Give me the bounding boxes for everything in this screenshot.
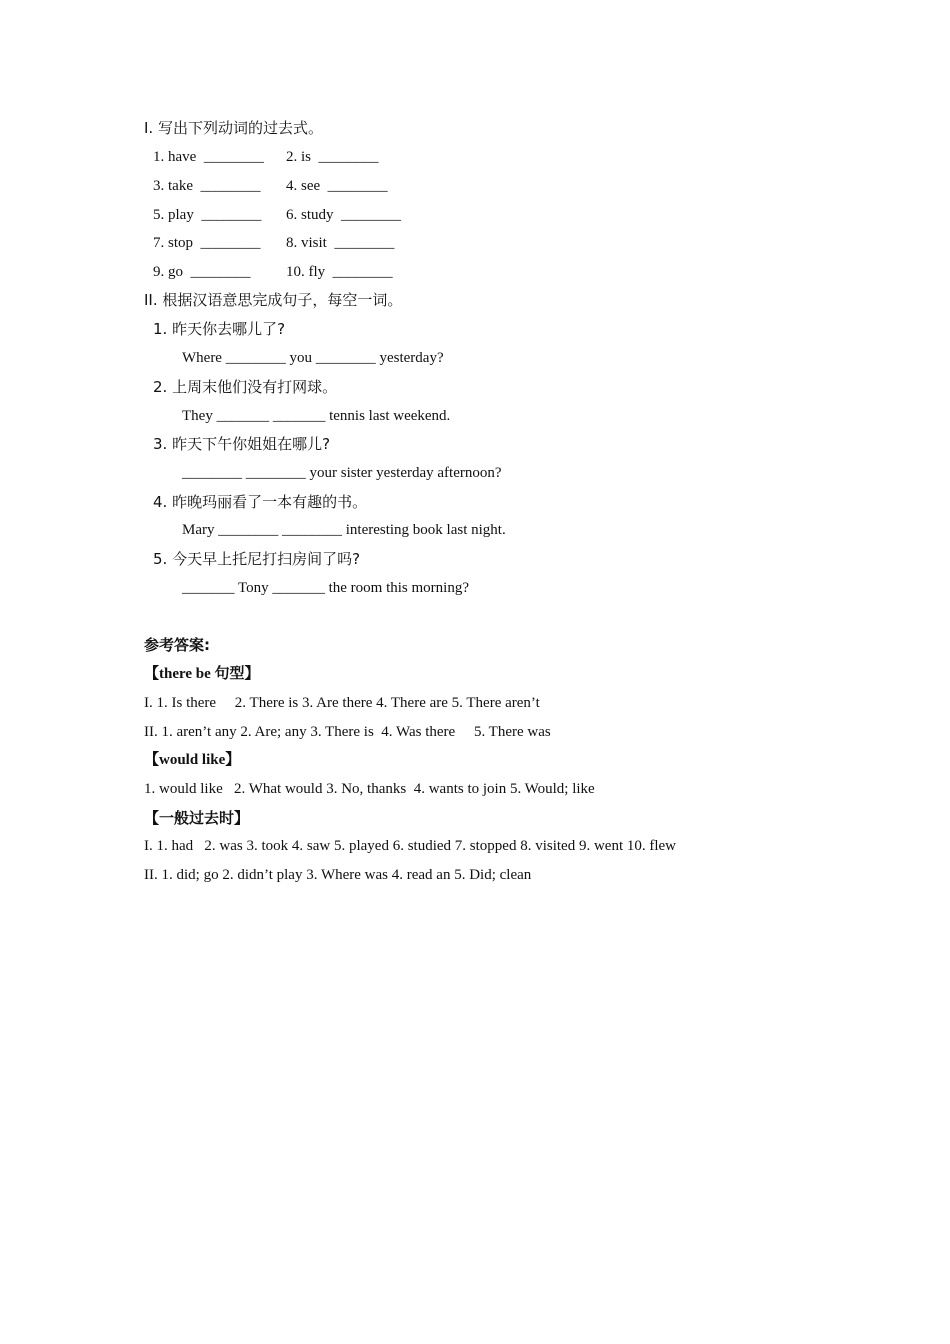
sentence-prompt: 3. 昨天下午你姐姐在哪儿?: [153, 435, 331, 453]
answer-line: I. 1. Is there 2. There is 3. Are there 4. There are 5. There aren’t: [144, 695, 540, 711]
section2-heading: II. 根据汉语意思完成句子，每空一词。: [144, 291, 403, 309]
sentence-blank: _______ Tony _______ the room this morning?: [182, 580, 469, 596]
verb-item: 7. stop ________: [153, 235, 261, 251]
verb-item: 4. see ________: [286, 178, 388, 194]
verb-item: 6. study ________: [286, 207, 402, 223]
verb-item: 5. play ________: [153, 207, 262, 223]
verb-item: 3. take ________: [153, 178, 261, 194]
verb-item: 10. fly ________: [286, 264, 393, 280]
verb-item: 1. have ________: [153, 149, 264, 165]
sentence-blank: ________ ________ your sister yesterday afternoon?: [182, 465, 502, 481]
sentence-prompt: 5. 今天早上托尼打扫房间了吗?: [153, 550, 361, 568]
sentence-prompt: 4. 昨晚玛丽看了一本有趣的书。: [153, 493, 368, 511]
verb-item: 9. go ________: [153, 264, 251, 280]
sentence-blank: Where ________ you ________ yesterday?: [182, 350, 444, 366]
sentence-prompt: 2. 上周末他们没有打网球。: [153, 378, 338, 396]
sentence-blank: Mary ________ ________ interesting book last night.: [182, 522, 506, 538]
answer-line: II. 1. aren’t any 2. Are; any 3. There is 4. Was there 5. There was: [144, 724, 551, 740]
answers-would-like-heading: 【would like】: [144, 752, 241, 768]
section1-heading: I. 写出下列动词的过去式。: [144, 119, 323, 137]
answers-past-simple-heading: 【一般过去时】: [144, 809, 250, 827]
answer-line: I. 1. had 2. was 3. took 4. saw 5. played 6. studied 7. stopped 8. visited 9. went 10. flew: [144, 838, 677, 854]
answers-there-be-heading: 【there be 句型】: [144, 666, 260, 682]
verb-item: 8. visit ________: [286, 235, 395, 251]
answer-line: II. 1. did; go 2. didn’t play 3. Where was 4. read an 5. Did; clean: [144, 867, 532, 883]
answer-line: 1. would like 2. What would 3. No, thanks 4. wants to join 5. Would; like: [144, 781, 595, 797]
sentence-blank: They _______ _______ tennis last weekend.: [182, 408, 451, 424]
verb-item: 2. is ________: [286, 149, 379, 165]
sentence-prompt: 1. 昨天你去哪儿了?: [153, 320, 286, 338]
answers-title: 参考答案:: [144, 636, 210, 654]
